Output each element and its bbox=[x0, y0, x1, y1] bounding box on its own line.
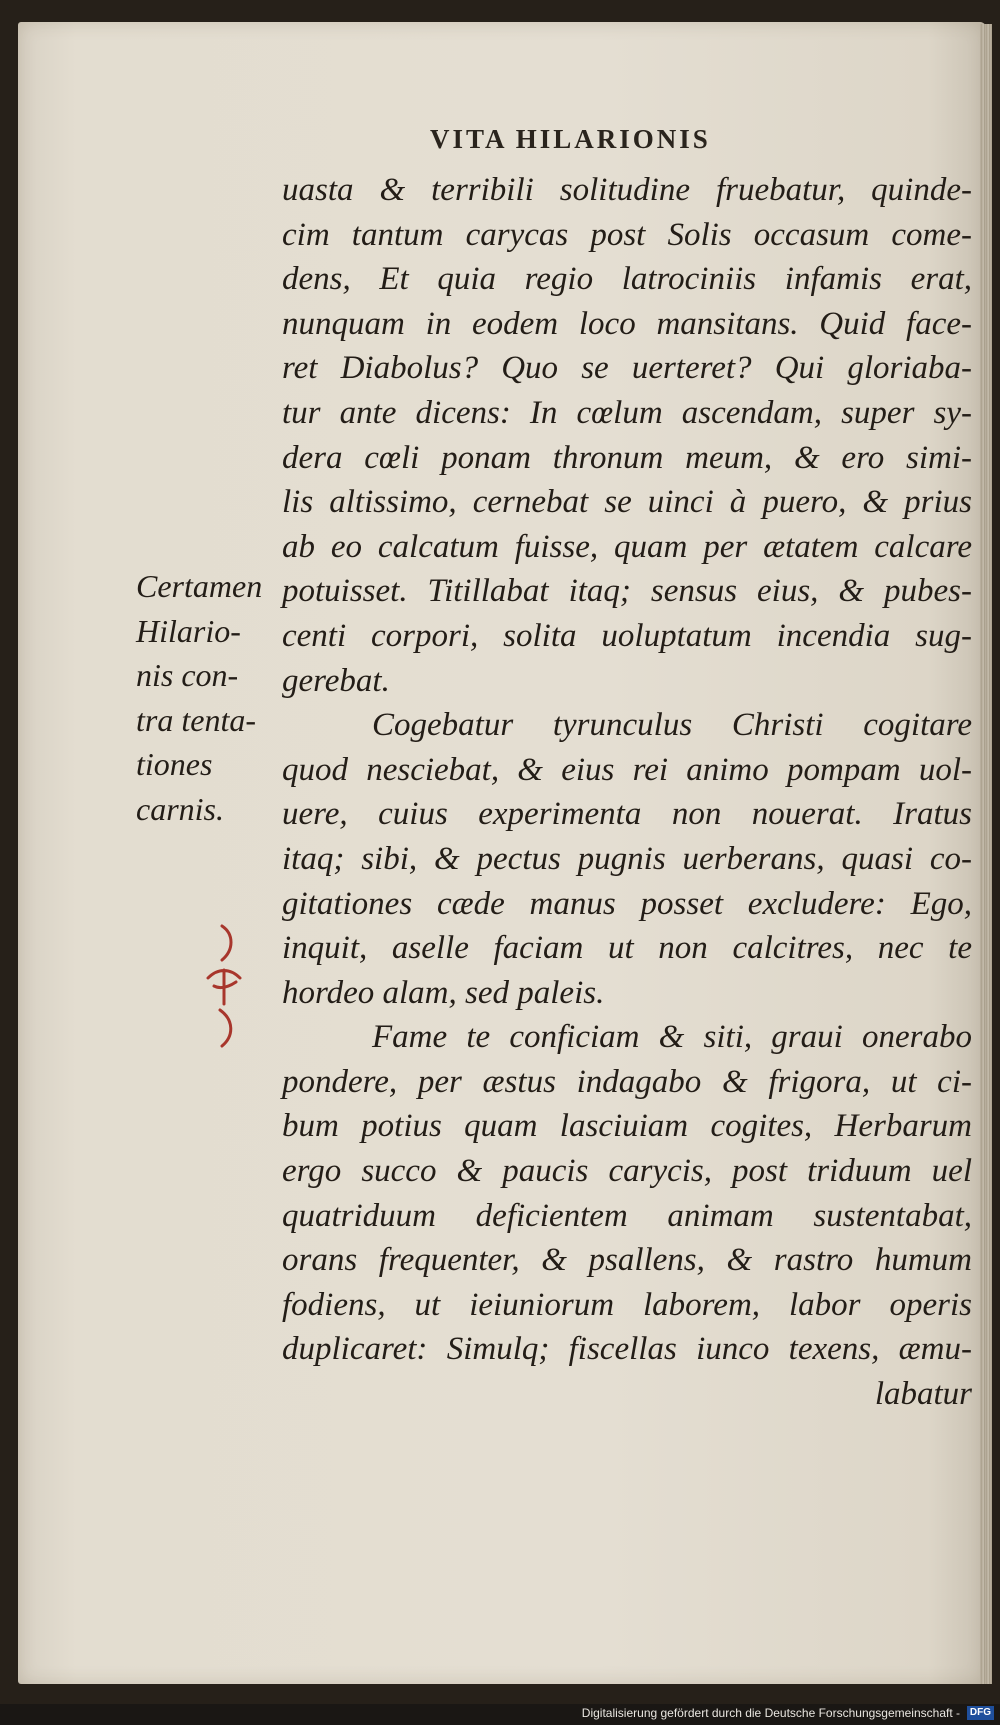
text-line: potuisset. Titillabat itaq; sensus eius, & pubes- bbox=[282, 573, 972, 610]
marginal-line: Hilario- bbox=[136, 612, 241, 649]
text-line: orans frequenter, & psallens, & rastro humum bbox=[282, 1242, 972, 1279]
text-line: dera cœli ponam thronum meum, & ero simi- bbox=[282, 439, 972, 476]
text-line: pondere, per æstus indagabo & frigora, ut ci- bbox=[282, 1063, 972, 1100]
text-line: ab eo calcatum fuisse, quam per ætatem calcare bbox=[282, 528, 972, 565]
text-line: fodiens, ut ieiuniorum laborem, labor operis bbox=[282, 1286, 972, 1323]
text-line: hordeo alam, sed paleis. bbox=[282, 974, 605, 1011]
text-line: quod nesciebat, & eius rei animo pompam uol- bbox=[282, 751, 972, 788]
text-line: duplicaret: Simulq; fiscellas iunco texens, æmu- bbox=[282, 1331, 972, 1368]
marginal-line: nis con- bbox=[136, 657, 239, 694]
marginal-line: tiones bbox=[136, 746, 213, 783]
text-line: bum potius quam lasciuiam cogites, Herbarum bbox=[282, 1108, 972, 1145]
digitization-credit: Digitalisierung gefördert durch die Deutsche Forschungsgemeinschaft - bbox=[581, 1706, 960, 1720]
marginal-note bbox=[136, 564, 262, 832]
text-line: uasta & terribili solitudine fruebatur, quinde- bbox=[282, 172, 972, 208]
text-line: gerebat. bbox=[282, 662, 390, 699]
text-line: cim tantum carycas post Solis occasum come- bbox=[282, 216, 972, 253]
marginal-line: Certamen bbox=[136, 568, 263, 604]
text-line: nunquam in eodem loco mansitans. Quid face- bbox=[282, 305, 972, 342]
text-line: centi corpori, solita uoluptatum incendia sug- bbox=[282, 617, 972, 654]
text-line: tur ante dicens: In cœlum ascendam, super sy- bbox=[282, 394, 972, 431]
page-edges bbox=[980, 24, 992, 1684]
text-line: uere, cuius experimenta non nouerat. Iratus bbox=[282, 796, 972, 833]
marginal-line: carnis. bbox=[136, 790, 224, 827]
text-line: itaq; sibi, & pectus pugnis uerberans, quasi co- bbox=[282, 840, 972, 877]
handwritten-annotation-mark bbox=[200, 920, 260, 1050]
text-line: gitationes cæde manus posset excludere: Ego, bbox=[282, 885, 972, 922]
running-head: VITA HILARIONIS bbox=[430, 124, 711, 154]
text-line: inquit, aselle faciam ut non calcitres, nec te bbox=[282, 930, 972, 967]
text-line: Cogebatur tyrunculus Christi cogitare bbox=[372, 707, 972, 744]
text-line: ret Diabolus? Quo se uerteret? Qui gloriaba- bbox=[282, 350, 972, 387]
text-line: ergo succo & paucis carycis, post triduum uel bbox=[282, 1153, 972, 1190]
catchword: labatur bbox=[874, 1376, 972, 1413]
marginal-line: tra tenta- bbox=[136, 701, 256, 738]
dfg-logo: DFG bbox=[967, 1706, 994, 1720]
body-text bbox=[282, 168, 972, 1417]
text-line: dens, Et quia regio latrociniis infamis erat, bbox=[282, 261, 972, 298]
text-line: lis altissimo, cernebat se uinci à puero, & prius bbox=[282, 484, 972, 521]
text-line: quatriduum deficientem animam sustentabat, bbox=[282, 1197, 972, 1234]
text-line: Fame te conficiam & siti, graui onerabo bbox=[372, 1019, 972, 1056]
